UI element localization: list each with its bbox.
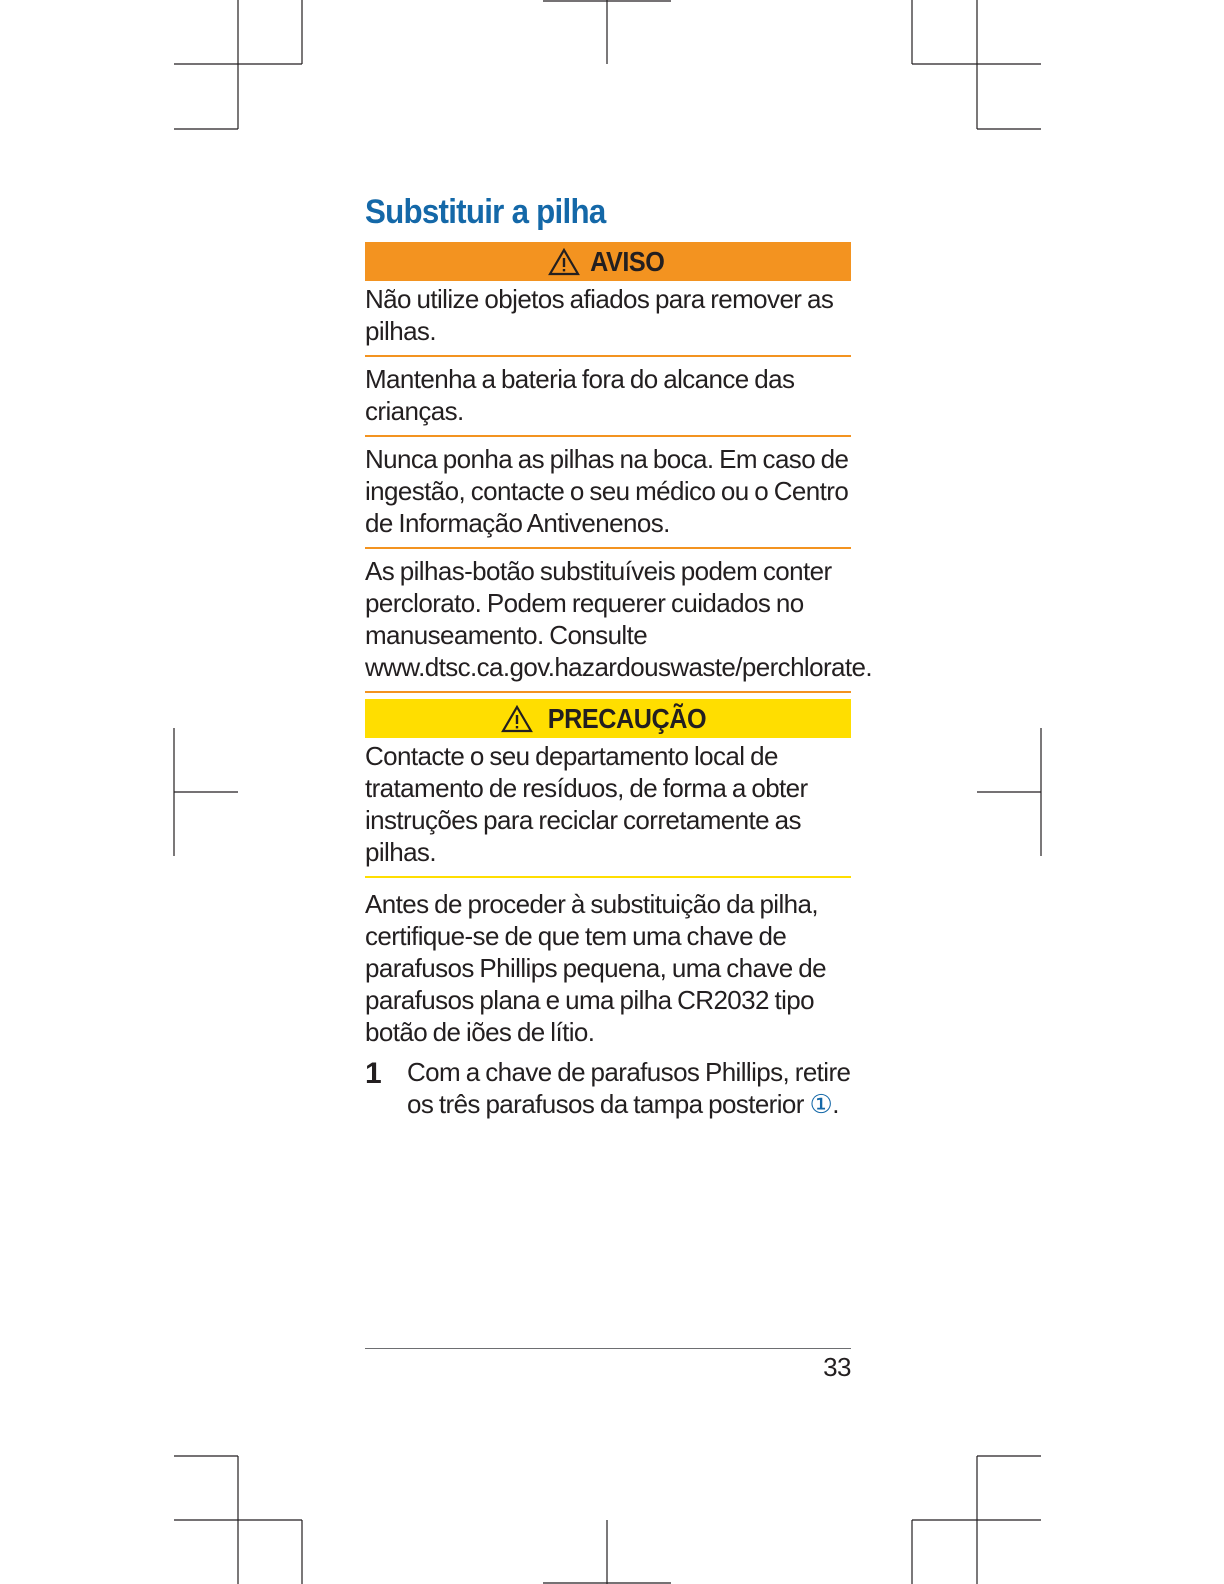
page-content — [365, 180, 872, 1120]
warning-paragraph: Não utilize objetos afiados para remover as pilhas. — [365, 281, 851, 357]
step-text — [407, 1056, 851, 1120]
body-paragraph: Antes de proceder à substituição da pilha, certifique-se de que tem uma chave de parafusos Phillips pequena, uma chave de parafusos plana e uma pilha CR2032 tipo botão de iões de lítio. — [365, 889, 826, 1047]
warning-paragraph: As pilhas-botão substituíveis podem conter perclorato. Podem requerer cuidados no manuseamento. Consulte www.dtsc.ca.gov.hazardouswaste/perchlorate. — [365, 549, 851, 693]
caution-paragraph: Contacte o seu departamento local de tratamento de resíduos, de forma a obter instruções para reciclar corretamente as pilhas. — [365, 738, 851, 878]
page-number: 33 — [823, 1352, 851, 1382]
warning-paragraph: Nunca ponha as pilhas na boca. Em caso de ingestão, contacte o seu médico ou o Centro de Informação Antivenenos. — [365, 437, 851, 549]
footer-rule — [365, 1348, 851, 1349]
warning-triangle-icon — [548, 248, 580, 276]
warning-triangle-icon — [501, 705, 533, 733]
step-text-body: Com a chave de parafusos Phillips, retire os três parafusos da tampa posterior — [407, 1057, 851, 1119]
step-number: 1 — [365, 1057, 382, 1090]
warning-banner — [365, 242, 851, 281]
step-text-suffix: . — [832, 1089, 839, 1119]
caution-label: PRECAUÇÃO — [547, 702, 707, 734]
warning-paragraph: Mantenha a bateria fora do alcance das crianças. — [365, 357, 851, 437]
section-title: Substituir a pilha — [365, 193, 606, 231]
warning-label: AVISO — [589, 245, 665, 277]
caution-banner — [365, 699, 851, 738]
callout-marker: ① — [809, 1089, 833, 1119]
step-item — [365, 1056, 851, 1120]
